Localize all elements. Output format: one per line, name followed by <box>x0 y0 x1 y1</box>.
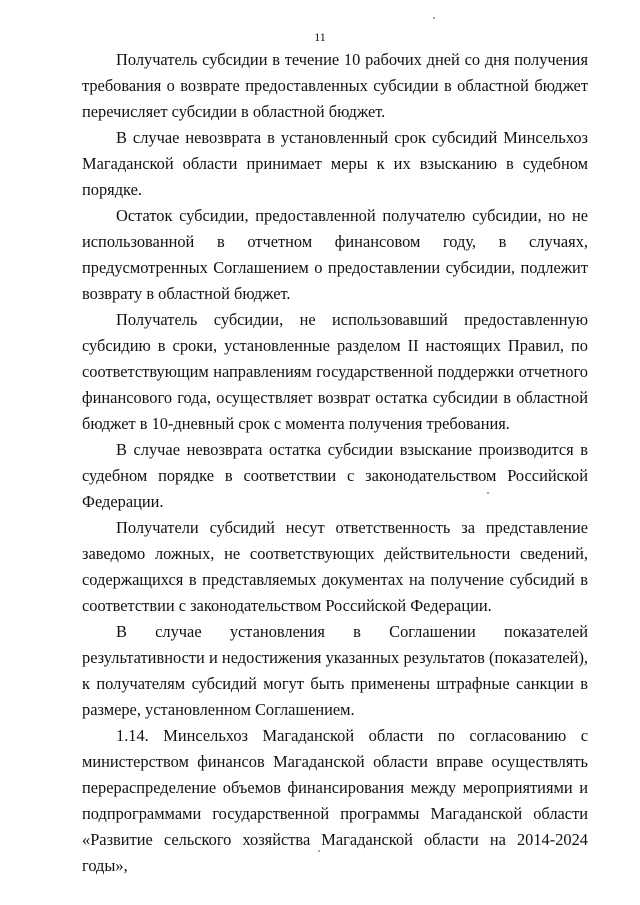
scan-speck <box>318 850 320 852</box>
paragraph-penalties: В случае установления в Соглашении показателей результативности и недостижения указанных результатов (показателей), к получателям субсидий могут быть применены штрафные санкции в размере, установленном Соглашением. <box>82 622 588 719</box>
page-number: 11 <box>314 30 326 44</box>
paragraph-court-recovery: В случае невозврата в установленный срок субсидий Минсельхоз Магаданской области принимает меры к их взысканию в судебном порядке. <box>82 128 588 199</box>
paragraph-refund-deadline: Получатель субсидии в течение 10 рабочих дней со дня получения требования о возврате предоставленных субсидии в областной бюджет перечисляет субсидии в областной бюджет. <box>82 50 588 121</box>
paragraph-section-1-14: 1.14. Минсельхоз Магаданской области по согласованию с министерством финансов Магаданской области вправе осуществлять перераспределение объемов финансирования между мероприятиями и подпрограммами государственной программы Магаданской области «Развитие сельского хозяйства Магаданской области на 2014-2024 годы», <box>82 726 588 875</box>
paragraph-balance-court: В случае невозврата остатка субсидии взыскание производится в судебном порядке в соответствии с законодательством Российской Федерации. <box>82 440 588 511</box>
paragraph-unused-balance: Остаток субсидии, предоставленной получателю субсидии, но не использованной в отчетном финансовом году, в случаях, предусмотренных Соглашением о предоставлении субсидии, подлежит возврату в областной бюджет. <box>82 206 588 303</box>
scan-speck <box>487 492 489 494</box>
document-body <box>82 47 588 879</box>
paragraph-liability: Получатели субсидий несут ответственность за представление заведомо ложных, не соответствующих действительности сведений, содержащихся в представляемых документах на получение субсидий в соответствии с законодательством Российской Федерации. <box>82 518 588 615</box>
scan-speck <box>433 17 435 19</box>
paragraph-balance-return: Получатель субсидии, не использовавший предоставленную субсидию в сроки, установленные разделом II настоящих Правил, по соответствующим направлениям государственной поддержки отчетного финансового года, осуществляет возврат остатка субсидии в областной бюджет в 10-дневный срок с момента получения требования. <box>82 310 588 433</box>
